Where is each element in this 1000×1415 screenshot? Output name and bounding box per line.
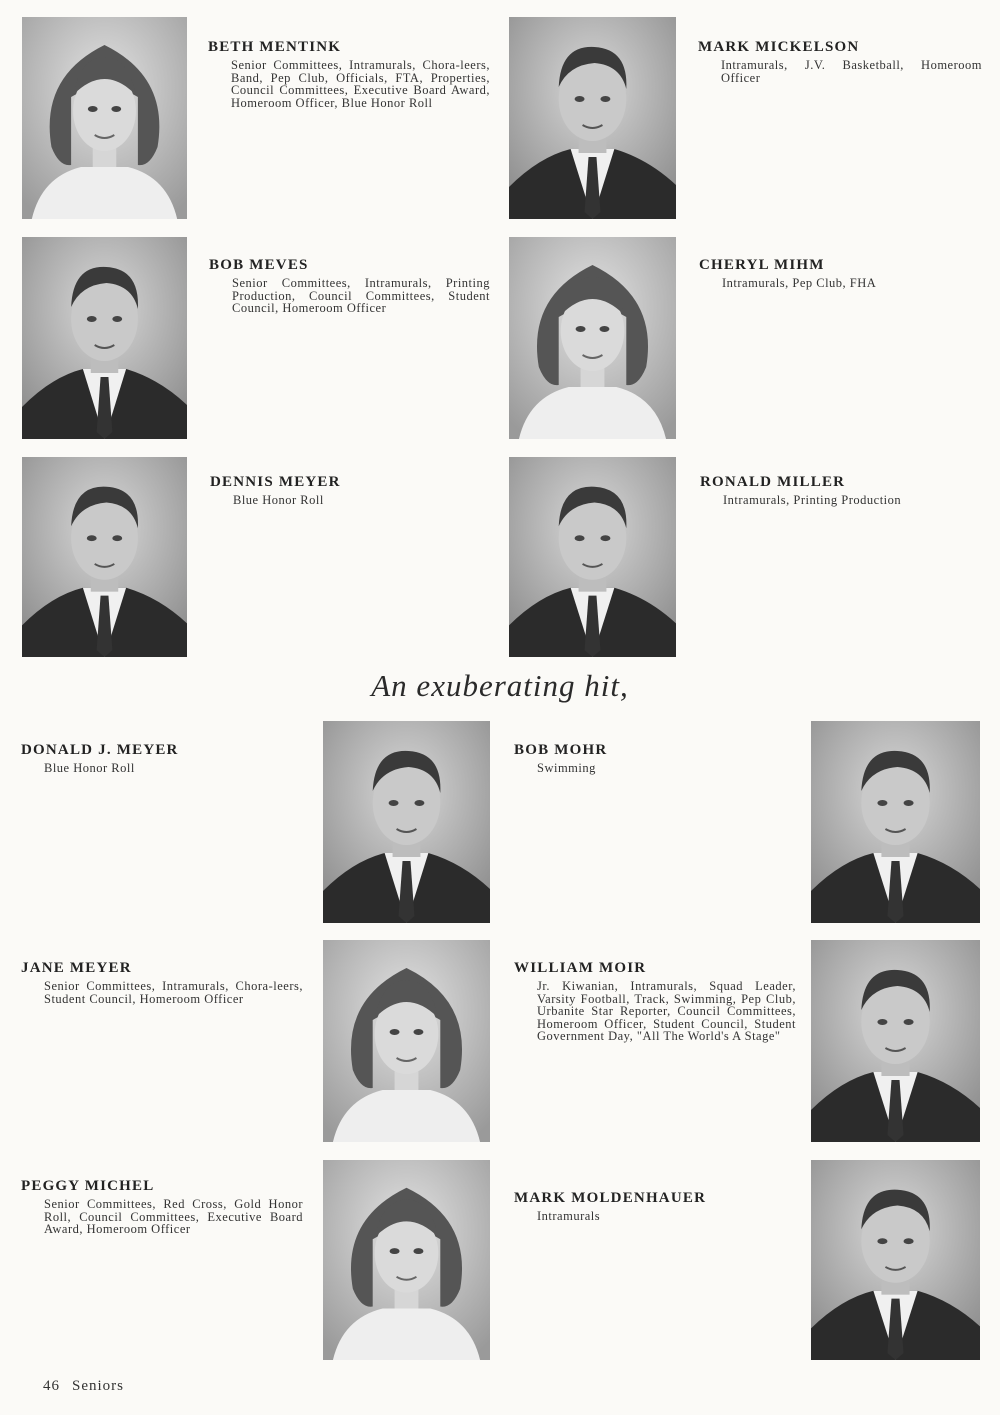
senior-name: JANE MEYER (21, 960, 132, 976)
senior-activities: Intramurals, Pep Club, FHA (722, 276, 877, 290)
senior-name: DONALD J. MEYER (21, 742, 179, 758)
senior-name: WILLIAM MOIR (514, 960, 647, 976)
senior-activities: Intramurals (537, 1209, 601, 1223)
page-number: 46 (43, 1378, 60, 1394)
page-headline: An exuberating hit, (371, 668, 629, 703)
senior-activities: Swimming (537, 761, 596, 775)
senior-name: CHERYL MIHM (699, 257, 825, 273)
senior-entry (699, 256, 982, 290)
senior-activities: Senior Committees, Red Cross, Gold Honor Roll, Council Committees, Executive Board Award, Homeroom Officer (44, 1197, 303, 1236)
portrait-photo (22, 457, 187, 657)
portrait-photo (323, 1160, 490, 1360)
senior-activities: Intramurals, Printing Production (723, 493, 902, 507)
senior-name: PEGGY MICHEL (21, 1178, 155, 1194)
senior-activities: Senior Committees, Intramurals, Chora-leers, Band, Pep Club, Officials, FTA, Properties, Council Committees, Executive Board Award, Homeroom Officer, Blue Honor Roll (231, 58, 490, 110)
senior-name: MARK MICKELSON (698, 39, 860, 55)
senior-entry (700, 473, 982, 507)
senior-entry (514, 741, 796, 775)
senior-entry (698, 38, 982, 84)
senior-activities: Senior Committees, Intramurals, Printing Production, Council Committees, Student Council, Homeroom Officer (232, 276, 490, 315)
senior-entry (514, 1189, 796, 1223)
portrait-photo (811, 940, 980, 1142)
senior-activities: Blue Honor Roll (44, 761, 135, 775)
senior-name: DENNIS MEYER (210, 474, 341, 490)
senior-activities: Intramurals, J.V. Basketball, Homeroom Officer (721, 58, 982, 85)
section-label: Seniors (72, 1378, 124, 1394)
portrait-photo (22, 237, 187, 439)
senior-name: RONALD MILLER (700, 474, 846, 490)
senior-entry (209, 256, 490, 315)
senior-name: BOB MOHR (514, 742, 608, 758)
senior-entry (210, 473, 490, 507)
senior-name: BOB MEVES (209, 257, 309, 273)
senior-activities: Blue Honor Roll (233, 493, 324, 507)
senior-entry (514, 959, 796, 1043)
senior-name: BETH MENTINK (208, 39, 342, 55)
senior-entry (208, 38, 490, 109)
portrait-photo (811, 1160, 980, 1360)
portrait-photo (509, 457, 676, 657)
portrait-photo (323, 940, 490, 1142)
portrait-photo (509, 237, 676, 439)
senior-activities: Jr. Kiwanian, Intramurals, Squad Leader, Varsity Football, Track, Swimming, Pep Club, Urbanite Star Reporter, Council Committees, Homeroom Officer, Student Council, Student Government Day, "All The World's A Stage" (537, 979, 796, 1043)
portrait-photo (22, 17, 187, 219)
senior-entry (21, 741, 303, 775)
portrait-photo (323, 721, 490, 923)
page-footer (43, 1378, 136, 1395)
portrait-photo (509, 17, 676, 219)
senior-name: MARK MOLDENHAUER (514, 1190, 707, 1206)
senior-activities: Senior Committees, Intramurals, Chora-leers, Student Council, Homeroom Officer (44, 979, 303, 1006)
portrait-photo (811, 721, 980, 923)
senior-entry (21, 1177, 303, 1236)
senior-entry (21, 959, 303, 1005)
